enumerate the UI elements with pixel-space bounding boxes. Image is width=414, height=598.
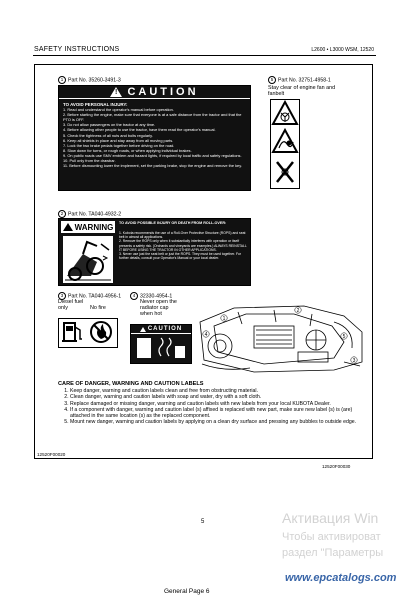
label-2-number: 2 xyxy=(58,210,66,218)
callout-1: 1 xyxy=(222,315,226,322)
label-3-part-number: 3 Part No. TA040-4956-1 xyxy=(58,292,121,300)
tractor-engine-drawing xyxy=(194,302,366,374)
activation-watermark-line-2: Чтобы активироват xyxy=(282,531,381,543)
warning-triangle-icon xyxy=(140,327,146,332)
fan-warning-label xyxy=(270,99,300,189)
label-1-number: 1 xyxy=(58,76,66,84)
caution-title: TO AVOID PERSONAL INJURY: xyxy=(63,102,128,107)
label-4-number: 4 xyxy=(130,292,138,300)
care-title: CARE OF DANGER, WARNING AND CAUTION LABELS xyxy=(58,381,204,387)
label-4-part-number: 4 32330-4954-1 xyxy=(130,292,172,300)
tractor-rollover-icon xyxy=(63,236,113,283)
warning-heading: WARNING xyxy=(61,221,115,233)
warning-title: TO AVOID POSSIBLE INJURY OR DEATH FROM ROLL-OVER: xyxy=(119,221,227,225)
bottom-code: 12520F00030 xyxy=(322,464,351,469)
care-item: 2. Clean danger, warning and caution labels with soap and water, dry with a soft cloth. xyxy=(70,394,358,400)
label-5-part-number: 5 Part No. 32751-4958-1 xyxy=(268,76,331,84)
label-5-number: 5 xyxy=(268,76,276,84)
fan-hazard-icon xyxy=(271,100,299,188)
header-rule xyxy=(33,55,376,56)
caution-item: 10. Pull only from the drawbar. xyxy=(63,158,116,164)
caution-item: 4. Before allowing other people to use the tractor, have them read the operator's manual. xyxy=(63,127,216,133)
rollover-illustration xyxy=(63,236,113,283)
fuel-pump-icon xyxy=(59,319,87,345)
callout-4: 4 xyxy=(204,331,208,338)
radiator-caption: Never open the radiator cap when hot xyxy=(140,299,177,318)
diesel-caption: Diesel fuel only xyxy=(58,299,84,312)
warning-item: 3. Never use just the seat belt or just the ROPS. They must be used together. For further details, consult your Operator's Manual or your local dealer. xyxy=(119,252,242,261)
warning-item: 2. Remove the ROPS only when it substantially interferes with operation or itself presents a safety risk. (Orchards and vineyards are examples.) ALWAYS REINSTALL IT BEFORE USING THE TRACTOR IN OTHER APPLICATIONS. xyxy=(119,239,247,252)
no-fire-caption: No fire xyxy=(90,305,106,311)
section-title: SAFETY INSTRUCTIONS xyxy=(34,46,120,53)
callout-2: 2 xyxy=(296,307,300,314)
care-instructions xyxy=(58,388,358,426)
caution-heading: ! CAUTION xyxy=(59,86,250,99)
caution-item: 7. Lock the two brake pedals together before driving on the road. xyxy=(63,142,175,148)
callout-5: 5 xyxy=(342,333,346,340)
no-fire-icon xyxy=(87,319,115,345)
care-item: 5. Mount new danger, warning and caution labels by applying on a clean dry surface and pressing any bubbles to outside edge. xyxy=(70,419,358,425)
warning-item: 1. Kubota recommends the use of a Roll-Over Protective Structure (ROPS) and seat belt in almost all applications. xyxy=(119,231,246,240)
warning-triangle-icon xyxy=(63,223,73,231)
activation-watermark-line-3: раздел "Параметры xyxy=(282,547,384,559)
caution-item: 6. Keep all shields in place and stay away from all moving parts. xyxy=(63,137,174,143)
caution-item: 9. On public roads use SMV emblem and hazard lights, if required by local traffic and safety regulations. xyxy=(63,152,242,158)
label-1-part-number: 1 Part No. 35260-3491-3 xyxy=(58,76,121,84)
caution-item: 1. Read and understand the operator's manual before operation. xyxy=(63,107,174,113)
page-number: 5 xyxy=(201,519,205,525)
warning-triangle-icon: ! xyxy=(110,87,122,97)
caution-item: 2. Before starting the engine, make sure that everyone is at a safe distance from the tractor and that the PTO is OFF. xyxy=(63,112,242,123)
caution-item: 3. Do not allow passengers on the tractor at any time. xyxy=(63,122,156,128)
care-item: 3. Replace damaged or missing danger, warning and caution labels with new labels from your local KUBOTA Dealer. xyxy=(70,401,358,407)
label-2-part-number: 2 Part No. TA040-4932-2 xyxy=(58,210,121,218)
fuel-label xyxy=(58,318,118,348)
warning-label xyxy=(58,218,251,286)
model-reference: L2600 • L3000 WSM, 12520 xyxy=(311,47,374,53)
activation-watermark-line-1: Активация Win xyxy=(282,510,379,526)
callout-3: 3 xyxy=(352,357,356,364)
caution-item: 8. Slow down for turns, or rough roads, or when applying individual brakes. xyxy=(63,147,192,153)
general-page: General Page 6 xyxy=(164,588,210,595)
caution-item: 5. Check the tightness of all nuts and bolts regularly. xyxy=(63,132,153,138)
caution-item: 11. Before dismounting lower the implement, set the parking brake, stop the engine and remove the key. xyxy=(63,163,242,169)
radiator-steam-icon xyxy=(131,334,191,364)
care-item: 4. If a component with danger, warning and caution label (s) affixed is replaced with new part, make sure new label (s) is (are) attached in the same location (s) as the replaced component. xyxy=(70,407,358,420)
caution-label xyxy=(58,85,251,191)
radiator-caution-label xyxy=(130,324,192,364)
radiator-caution-heading: CAUTION xyxy=(131,325,191,334)
label-3-number: 3 xyxy=(58,292,66,300)
frame-code: 12520F00020 xyxy=(37,452,66,457)
care-item: 1. Keep danger, warning and caution labels clean and free from obstructing material. xyxy=(70,388,358,394)
tractor-diagram xyxy=(194,302,366,374)
label-5-caption: Stay clear of engine fan and fanbelt xyxy=(268,85,336,98)
website-link[interactable]: www.epcatalogs.com xyxy=(285,572,397,584)
